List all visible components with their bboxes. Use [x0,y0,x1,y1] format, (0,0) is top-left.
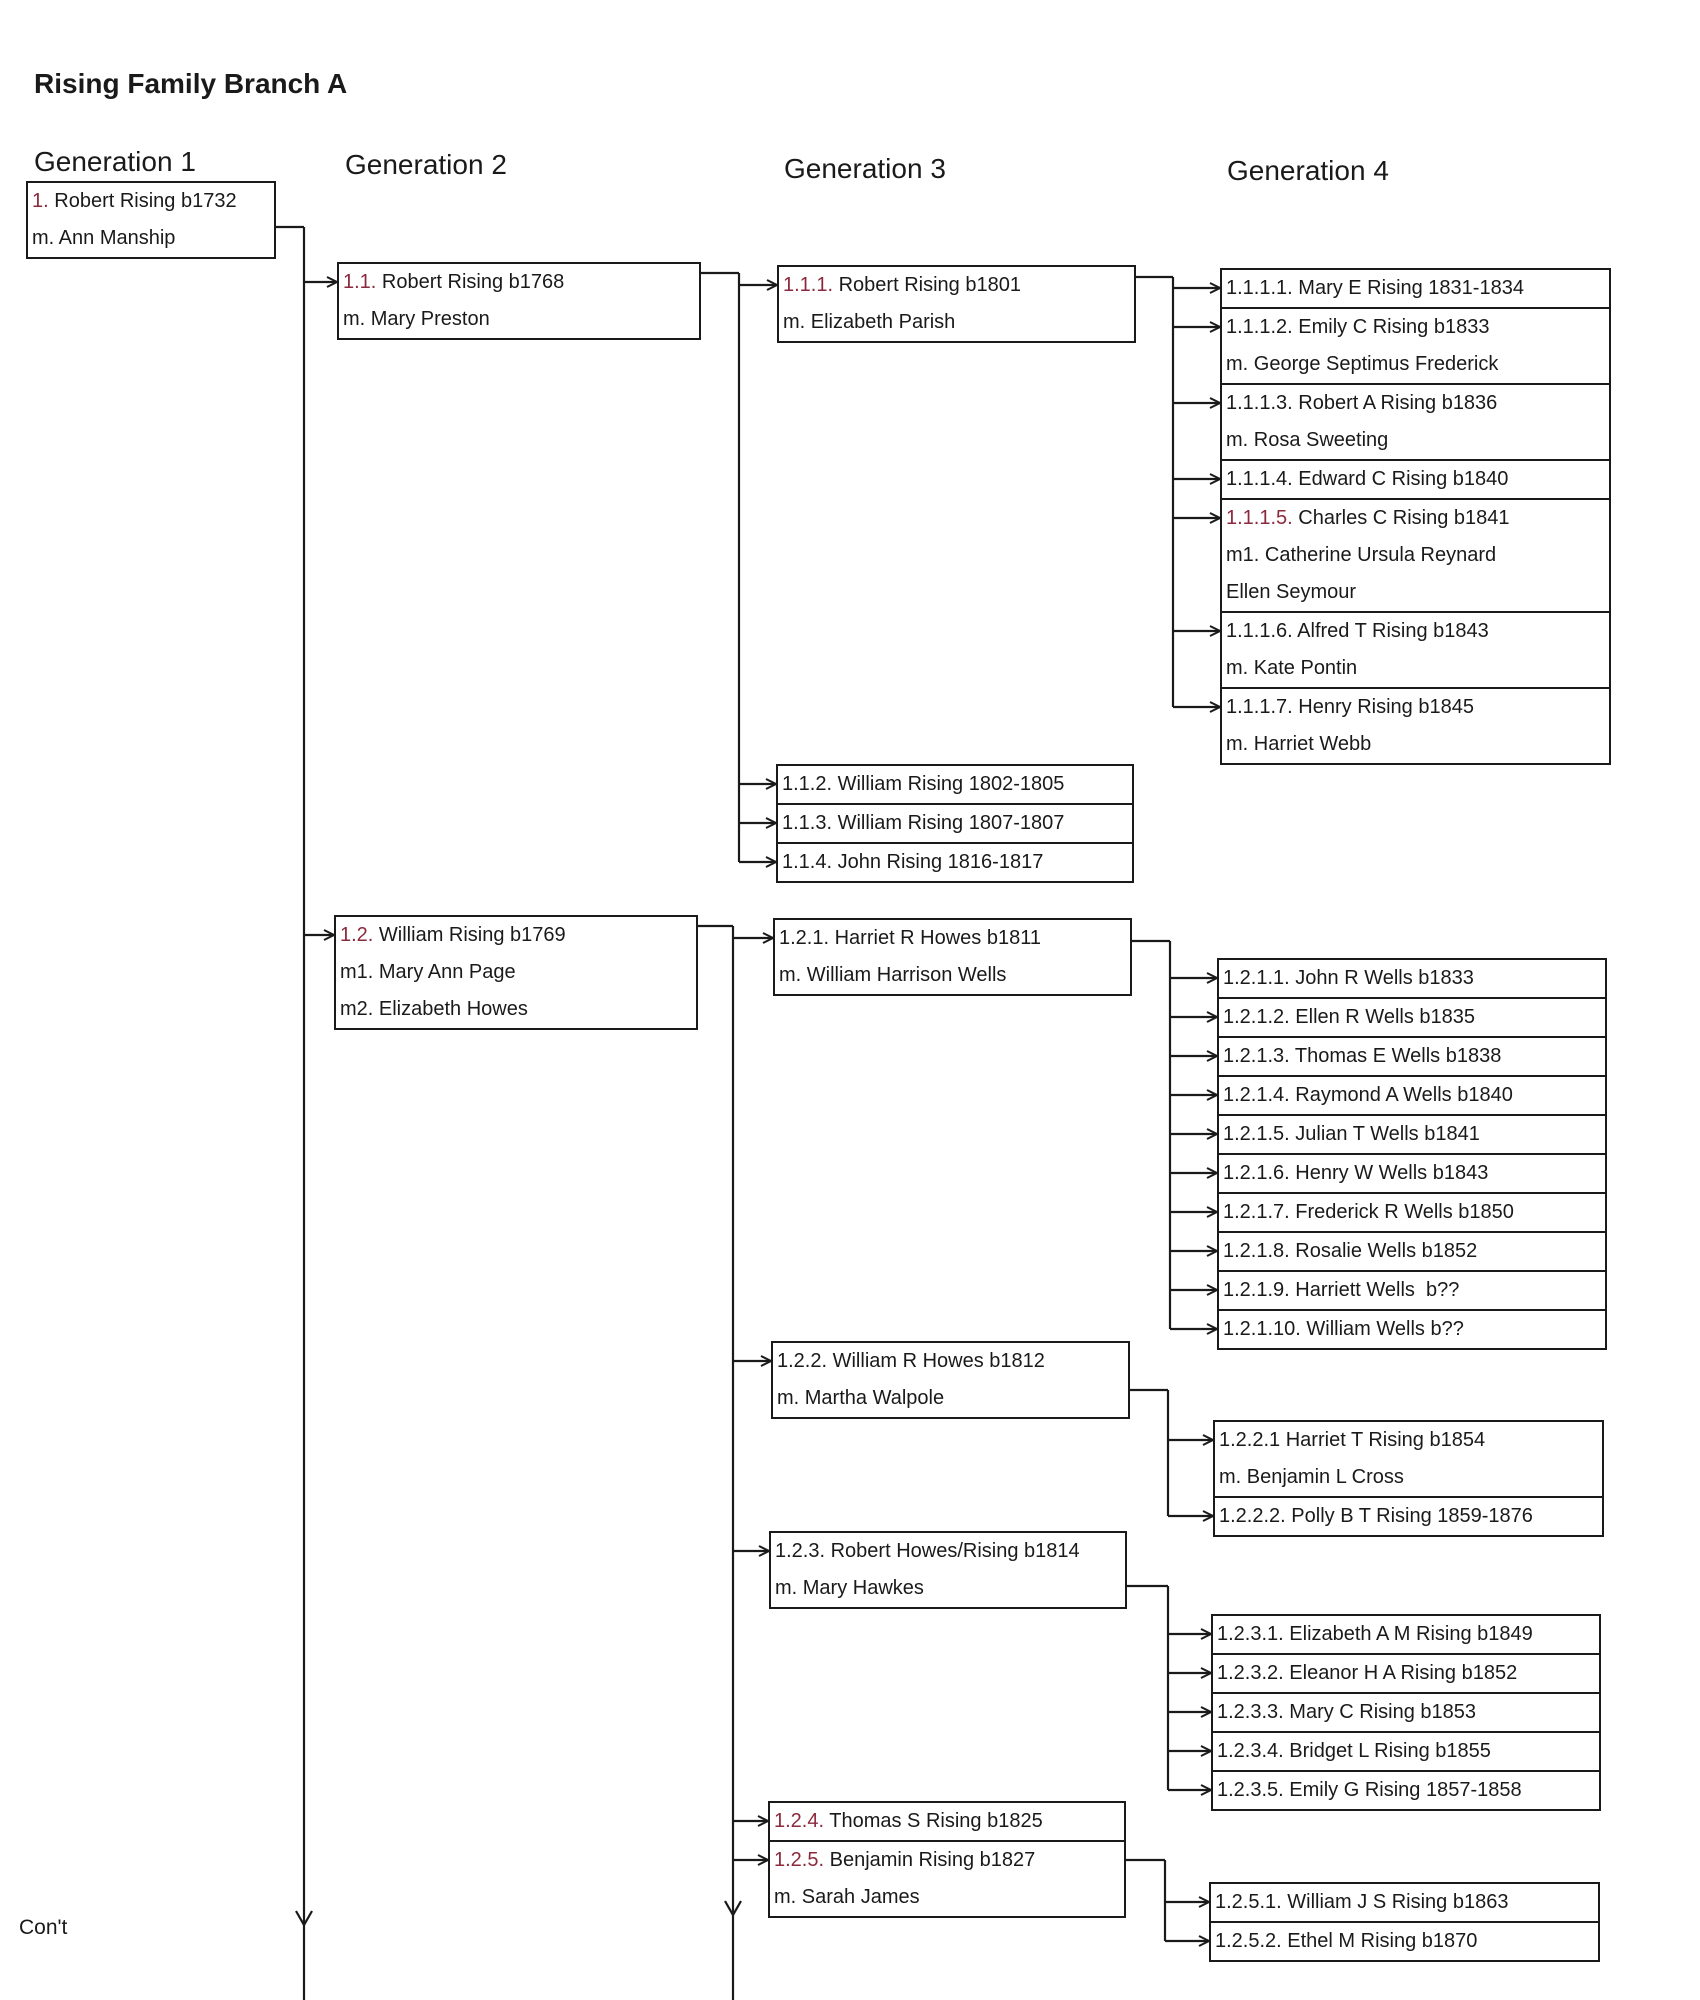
person-entry [1219,1114,1605,1153]
person-name: Charles C Rising b1841 [1298,507,1510,529]
person-number: 1.2.1.2. [1223,1006,1290,1028]
person-line [1213,1616,1599,1653]
person-box-1-2-3 [769,1531,1127,1609]
person-entry [1219,1153,1605,1192]
spouse-line: m. Mary Preston [343,308,490,330]
person-line [1222,500,1609,537]
person-name: Harriet R Howes b1811 [834,927,1041,949]
trunk-down-arrow-icon [296,1911,312,1925]
person-line [779,267,1134,304]
person-entry [1222,687,1609,763]
person-entry [339,264,699,338]
person-name: Eleanor H A Rising b1852 [1289,1662,1518,1684]
person-entry [770,1840,1124,1916]
person-number: 1.2.3.2. [1217,1662,1284,1684]
person-entry [1219,960,1605,997]
person-entry [1222,307,1609,383]
spouse-line: m. Elizabeth Parish [783,311,956,333]
person-line [1219,1233,1605,1270]
person-number: 1.2.1.6. [1223,1162,1290,1184]
person-number: 1. [32,190,49,212]
person-number: 1.2.5. [774,1849,825,1871]
person-entry [775,920,1130,994]
person-name: Robert Howes/Rising b1814 [830,1540,1080,1562]
person-entry [1215,1422,1602,1496]
person-entry [1213,1616,1599,1653]
person-entry [1219,1270,1605,1309]
person-line [778,805,1132,842]
person-line [770,1803,1124,1840]
person-name: Henry W Wells b1843 [1295,1162,1489,1184]
person-name: Rosalie Wells b1852 [1295,1240,1478,1262]
person-entry [1213,1731,1599,1770]
person-name: Robert A Rising b1836 [1298,392,1498,414]
person-line [771,1533,1125,1570]
person-line [336,917,696,954]
person-number: 1.1.1.5. [1226,507,1293,529]
person-name: William Rising b1769 [378,924,566,946]
person-name: Alfred T Rising b1843 [1297,620,1489,642]
person-entry [1222,270,1609,307]
person-number: 1.2.5.2. [1215,1930,1282,1952]
person-entry [1222,498,1609,611]
person-name: Emily G Rising 1857-1858 [1289,1779,1522,1801]
person-entry [1211,1921,1598,1960]
person-number: 1.2.3. [775,1540,826,1562]
children-box-1-2-rest [768,1801,1126,1918]
person-entry [1215,1496,1602,1535]
person-line [1219,960,1605,997]
person-line [1213,1655,1599,1692]
person-name: Harriet T Rising b1854 [1285,1429,1486,1451]
spouse-line: m. Mary Hawkes [775,1577,924,1599]
person-name: John Rising 1816-1817 [837,851,1044,873]
person-name: Benjamin Rising b1827 [829,1849,1036,1871]
person-entry [779,267,1134,341]
person-line [1213,1733,1599,1770]
person-box-1-2-2 [771,1341,1130,1419]
spouse-line: m. George Septimus Frederick [1226,353,1499,375]
person-number: 1.1.1.3. [1226,392,1293,414]
spouse-line: m. Kate Pontin [1226,657,1358,679]
person-line [1219,1116,1605,1153]
person-number: 1.1.1.4. [1226,468,1293,490]
person-entry [1219,1192,1605,1231]
person-entry [1219,1036,1605,1075]
person-line [1219,1311,1605,1348]
person-number: 1.2.3.4. [1217,1740,1284,1762]
person-number: 1.2.1.10. [1223,1318,1301,1340]
person-name: Raymond A Wells b1840 [1295,1084,1513,1106]
person-line [1219,1155,1605,1192]
person-name: Henry Rising b1845 [1298,696,1474,718]
person-line [770,1842,1124,1879]
spouse-line: m. Benjamin L Cross [1219,1466,1404,1488]
person-name: Bridget L Rising b1855 [1289,1740,1491,1762]
person-line [1222,309,1609,346]
spouse-line: m1. Mary Ann Page [340,961,516,983]
person-number: 1.2.2. [777,1350,828,1372]
person-box-1-2-1 [773,918,1132,996]
person-name: Ellen R Wells b1835 [1295,1006,1476,1028]
person-number: 1.2.3.5. [1217,1779,1284,1801]
person-number: 1.1.4. [782,851,833,873]
person-entry [1219,997,1605,1036]
person-entry [1222,383,1609,459]
person-number: 1.2.1.9. [1223,1279,1290,1301]
person-name: Elizabeth A M Rising b1849 [1289,1623,1533,1645]
person-name: William Rising 1807-1807 [837,812,1065,834]
person-entry [1211,1884,1598,1921]
spouse-line-2: m2. Elizabeth Howes [340,998,528,1020]
person-line [1219,1038,1605,1075]
person-entry [778,803,1132,842]
person-number: 1.1.1.1. [1226,277,1293,299]
person-name: Robert Rising b1732 [54,190,237,212]
person-line [1213,1772,1599,1809]
person-entry [771,1533,1125,1607]
person-name: Emily C Rising b1833 [1298,316,1490,338]
person-name: Robert Rising b1768 [381,271,565,293]
person-number: 1.2.3.3. [1217,1701,1284,1723]
person-entry [1213,1770,1599,1809]
person-number: 1.2.3.1. [1217,1623,1284,1645]
person-number: 1.2.1.4. [1223,1084,1290,1106]
person-number: 1.2.5.1. [1215,1891,1282,1913]
generation-3-header: Generation 3 [784,153,946,184]
person-name: Frederick R Wells b1850 [1295,1201,1514,1223]
spouse-line: m. Sarah James [774,1886,920,1908]
person-number: 1.1.1. [783,274,834,296]
spouse-line: m. William Harrison Wells [779,964,1007,986]
spouse-line: m. Rosa Sweeting [1226,429,1389,451]
person-name: Mary C Rising b1853 [1289,1701,1477,1723]
children-box-1-1-1 [1220,268,1611,765]
person-name: Polly B T Rising 1859-1876 [1291,1505,1533,1527]
person-name: William J S Rising b1863 [1287,1891,1509,1913]
generation-2-header: Generation 2 [345,149,507,180]
person-line [1219,1077,1605,1114]
person-number: 1.2.1.3. [1223,1045,1290,1067]
person-entry [1219,1309,1605,1348]
person-number: 1.2.1.5. [1223,1123,1290,1145]
trunk-1-2-down-arrow-icon [725,1901,741,1915]
person-entry [1219,1231,1605,1270]
person-entry [1213,1653,1599,1692]
spouse-line-2: Ellen Seymour [1226,581,1357,603]
page-title: Rising Family Branch A [34,68,348,99]
person-line [1222,385,1609,422]
person-number: 1.2.2.2. [1219,1505,1286,1527]
person-name: Robert Rising b1801 [838,274,1021,296]
person-box-1 [26,181,276,259]
person-number: 1.2. [340,924,374,946]
continued-label: Con't [19,1916,68,1939]
person-line [1211,1923,1598,1960]
person-line [778,844,1132,881]
person-entry [778,766,1132,803]
person-number: 1.2.1. [779,927,830,949]
person-line [1215,1498,1602,1535]
children-box-1-2-2 [1213,1420,1604,1537]
spouse-line: m. Martha Walpole [777,1387,945,1409]
person-box-1-1 [337,262,701,340]
person-number: 1.1.2. [782,773,833,795]
person-line [1222,270,1609,307]
person-entry [28,183,274,257]
generation-1-header: Generation 1 [34,146,196,177]
person-name: Ethel M Rising b1870 [1287,1930,1478,1952]
person-line [778,766,1132,803]
person-line [1222,613,1609,650]
person-number: 1.2.4. [774,1810,825,1832]
person-number: 1.2.1.7. [1223,1201,1290,1223]
children-box-1-2-5 [1209,1882,1600,1962]
person-entry [770,1803,1124,1840]
person-line [1219,999,1605,1036]
person-name: Edward C Rising b1840 [1298,468,1509,490]
person-name: Thomas S Rising b1825 [829,1810,1043,1832]
person-name: Julian T Wells b1841 [1295,1123,1480,1145]
person-line [339,264,699,301]
person-line [775,920,1130,957]
person-number: 1.1.3. [782,812,833,834]
spouse-line: m. Ann Manship [32,227,176,249]
person-line [1215,1422,1602,1459]
person-name: Mary E Rising 1831-1834 [1298,277,1524,299]
spouse-line: m. Harriet Webb [1226,733,1372,755]
spouse-line: m1. Catherine Ursula Reynard [1226,544,1497,566]
person-number: 1.1.1.6. [1226,620,1293,642]
person-entry [1222,611,1609,687]
person-name: John R Wells b1833 [1295,967,1474,989]
person-entry [778,842,1132,881]
person-number: 1.2.1.8. [1223,1240,1290,1262]
person-number: 1.1.1.7. [1226,696,1293,718]
person-line [1222,461,1609,498]
person-entry [1222,459,1609,498]
person-line [1213,1694,1599,1731]
generation-4-header: Generation 4 [1227,155,1389,186]
person-line [773,1343,1128,1380]
person-box-1-1-1 [777,265,1136,343]
person-name: William R Howes b1812 [832,1350,1045,1372]
person-line [1222,689,1609,726]
person-number: 1.2.1.1. [1223,967,1290,989]
person-name: Harriett Wells b?? [1295,1279,1460,1301]
children-box-1-2-1 [1217,958,1607,1350]
person-entry [1213,1692,1599,1731]
person-box-1-2 [334,915,698,1030]
person-number: 1.2.2.1 [1219,1429,1281,1451]
person-line [1219,1194,1605,1231]
person-number: 1.1. [343,271,377,293]
person-entry [773,1343,1128,1417]
person-entry [1219,1075,1605,1114]
person-line [1211,1884,1598,1921]
person-name: William Wells b?? [1306,1318,1464,1340]
person-line [28,183,274,220]
person-line [1219,1272,1605,1309]
person-name: William Rising 1802-1805 [837,773,1065,795]
children-box-1-2-3 [1211,1614,1601,1811]
person-name: Thomas E Wells b1838 [1294,1045,1502,1067]
person-number: 1.1.1.2. [1226,316,1293,338]
children-box-1-1-rest [776,764,1134,883]
person-entry [336,917,696,1028]
